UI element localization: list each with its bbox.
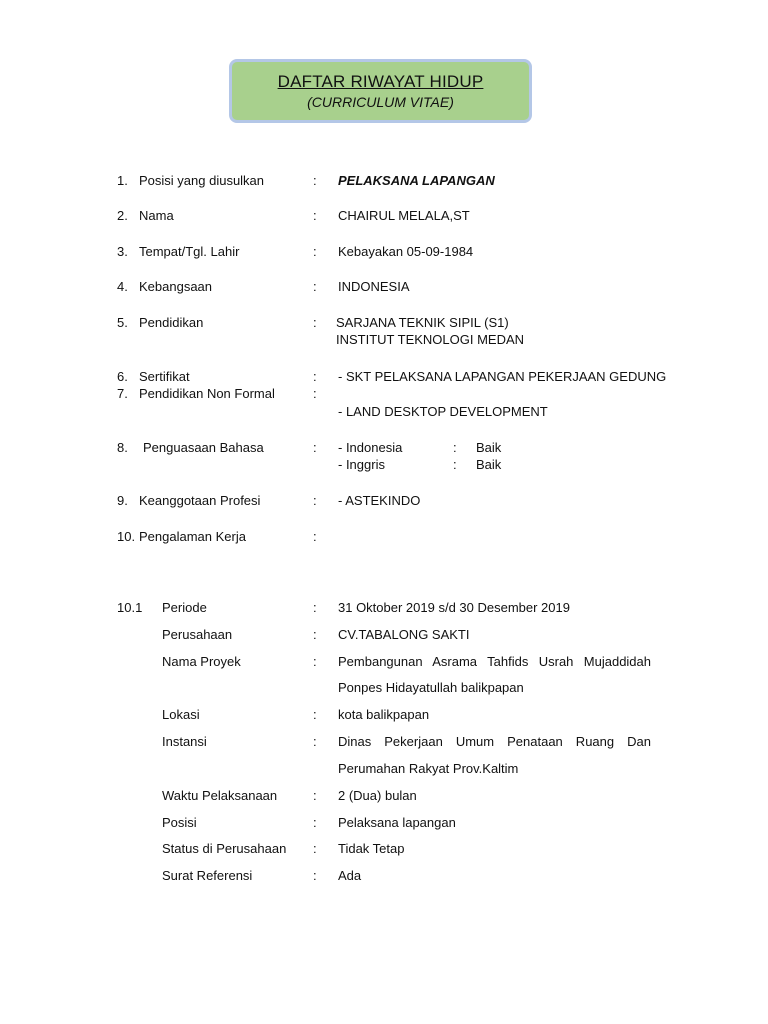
exp-value-instansi-line2: Perumahan Rakyat Prov.Kaltim	[338, 761, 519, 776]
item-colon: :	[313, 493, 317, 508]
exp-label-posisi: Posisi	[162, 815, 197, 830]
language-colon: :	[453, 440, 457, 455]
exp-value-lokasi: kota balikpapan	[338, 707, 430, 722]
item-colon: :	[313, 244, 317, 259]
item-label-bahasa: Penguasaan Bahasa	[143, 440, 264, 455]
exp-colon: :	[313, 600, 317, 615]
exp-colon: :	[313, 841, 317, 856]
exp-colon: :	[313, 868, 317, 883]
exp-label-proyek: Nama Proyek	[162, 654, 241, 669]
exp-value-status: Tidak Tetap	[338, 841, 405, 856]
exp-colon: :	[313, 788, 317, 803]
document-subtitle: (CURRICULUM VITAE)	[307, 94, 454, 110]
exp-value-instansi: Dinas Pekerjaan Umum Penataan Ruang Dan	[338, 734, 651, 749]
exp-label-referensi: Surat Referensi	[162, 868, 253, 883]
item-colon: :	[313, 529, 317, 544]
item-number: 10.	[117, 529, 136, 544]
item-number: 6.	[117, 369, 128, 384]
exp-value-referensi: Ada	[338, 868, 362, 883]
item-label-kebangsaan: Kebangsaan	[139, 279, 213, 294]
exp-value-posisi: Pelaksana lapangan	[338, 815, 456, 830]
cv-header-box	[229, 59, 532, 123]
item-label-pengalaman: Pengalaman Kerja	[139, 529, 246, 544]
experience-number: 10.1	[117, 600, 143, 615]
exp-value-waktu: 2 (Dua) bulan	[338, 788, 417, 803]
item-colon: :	[313, 386, 317, 401]
language-level: Baik	[476, 457, 502, 472]
exp-label-periode: Periode	[162, 600, 207, 615]
item-number: 9.	[117, 493, 128, 508]
item-number: 7.	[117, 386, 128, 401]
item-number: 5.	[117, 315, 128, 330]
language-level: Baik	[476, 440, 502, 455]
exp-colon: :	[313, 707, 317, 722]
item-colon: :	[313, 440, 317, 455]
item-number: 3.	[117, 244, 128, 259]
exp-value-periode: 31 Oktober 2019 s/d 30 Desember 2019	[338, 600, 570, 615]
item-value-kebangsaan: INDONESIA	[338, 279, 410, 294]
exp-colon: :	[313, 734, 317, 749]
item-number: 2.	[117, 208, 128, 223]
exp-colon: :	[313, 654, 317, 669]
item-colon: :	[313, 279, 317, 294]
item-value-posisi: PELAKSANA LAPANGAN	[338, 173, 495, 188]
item-number: 8.	[117, 440, 128, 455]
item-label-ttl: Tempat/Tgl. Lahir	[139, 244, 240, 259]
item-value-nama: CHAIRUL MELALA,ST	[338, 208, 470, 223]
exp-colon: :	[313, 627, 317, 642]
item-value-pendidikan-institusi: INSTITUT TEKNOLOGI MEDAN	[336, 332, 525, 347]
item-colon: :	[313, 173, 317, 188]
exp-label-waktu: Waktu Pelaksanaan	[162, 788, 278, 803]
item-value-pendidikan: SARJANA TEKNIK SIPIL (S1)	[336, 315, 509, 330]
item-value-nonformal: - LAND DESKTOP DEVELOPMENT	[338, 404, 548, 419]
item-value-ttl: Kebayakan 05-09-1984	[338, 244, 474, 259]
exp-label-lokasi: Lokasi	[162, 707, 200, 722]
exp-label-perusahaan: Perusahaan	[162, 627, 233, 642]
item-label-nonformal: Pendidikan Non Formal	[139, 386, 275, 401]
item-number: 4.	[117, 279, 128, 294]
exp-value-proyek-line2: Ponpes Hidayatullah balikpapan	[338, 680, 524, 695]
exp-colon: :	[313, 815, 317, 830]
item-number: 1.	[117, 173, 128, 188]
language-name: - Indonesia	[338, 440, 403, 455]
item-label-pendidikan: Pendidikan	[139, 315, 204, 330]
item-value-profesi: - ASTEKINDO	[338, 493, 421, 508]
item-label-profesi: Keanggotaan Profesi	[139, 493, 261, 508]
item-value-sertifikat: - SKT PELAKSANA LAPANGAN PEKERJAAN GEDUNG	[338, 369, 667, 384]
exp-label-status: Status di Perusahaan	[162, 841, 287, 856]
item-colon: :	[313, 208, 317, 223]
exp-value-perusahaan: CV.TABALONG SAKTI	[338, 627, 470, 642]
language-colon: :	[453, 457, 457, 472]
item-label-nama: Nama	[139, 208, 174, 223]
document-title: DAFTAR RIWAYAT HIDUP	[277, 72, 484, 91]
item-colon: :	[313, 315, 317, 330]
exp-label-instansi: Instansi	[162, 734, 207, 749]
item-label-posisi: Posisi yang diusulkan	[139, 173, 265, 188]
exp-value-proyek: Pembangunan Asrama Tahfids Usrah Mujaddidah	[338, 654, 651, 669]
item-colon: :	[313, 369, 317, 384]
language-name: - Inggris	[338, 457, 385, 472]
item-label-sertifikat: Sertifikat	[139, 369, 190, 384]
